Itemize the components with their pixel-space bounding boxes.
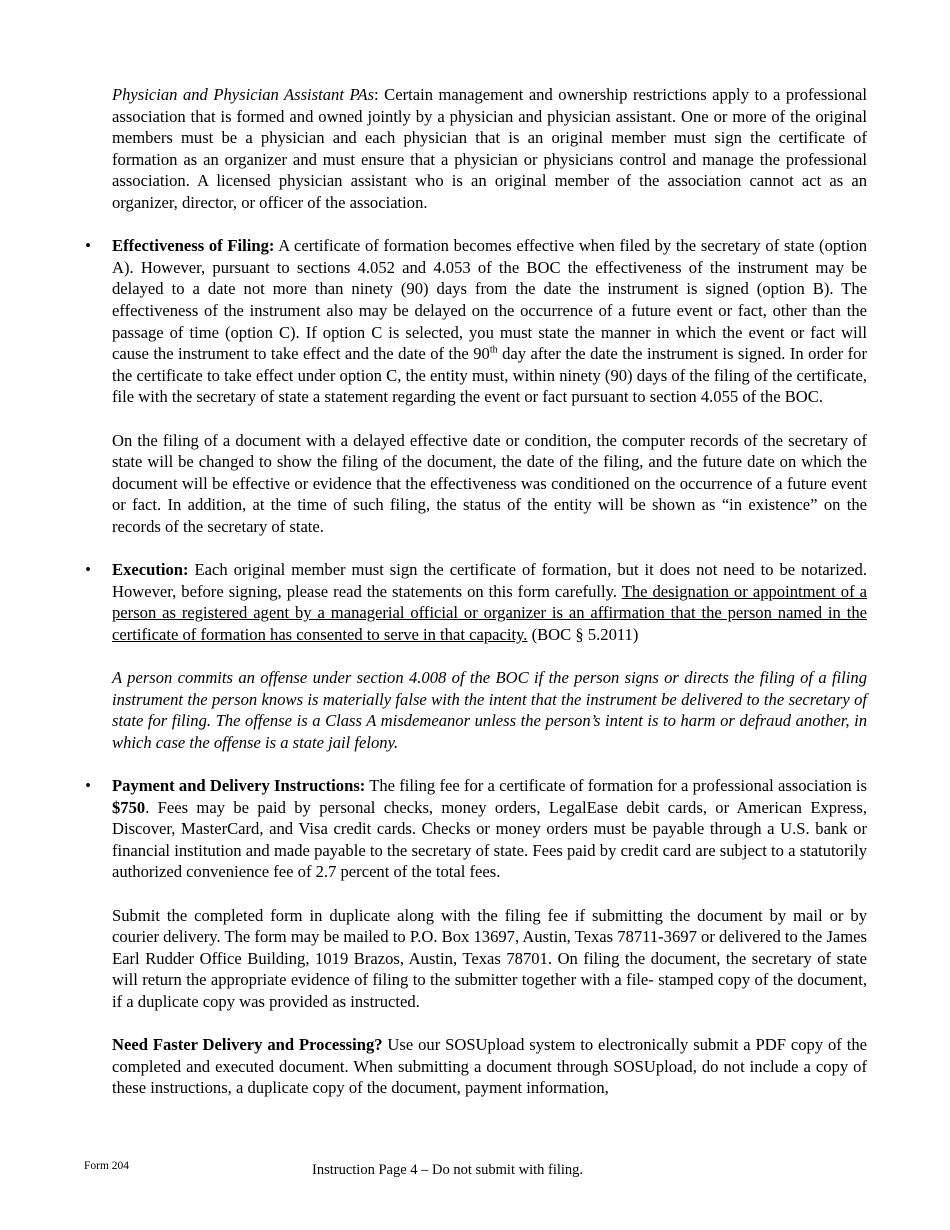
faster-delivery-heading: Need Faster Delivery and Processing?	[112, 1035, 383, 1055]
bullet-payment	[85, 775, 867, 883]
page-footer-label: Instruction Page 4 – Do not submit with filing.	[312, 1162, 584, 1178]
faster-delivery-paragraph	[112, 1034, 867, 1099]
offense-warning: A person commits an offense under section 4.008 of the BOC if the person signs or directs the filing of a filing instrument the person knows is materially false with the intent that the instrument be delivered to the secretary of state for filing. The offense is a Class A misdemeanor unless the person’s intent is to harm or defraud another, in which case the offense is a state jail felony.	[112, 668, 867, 752]
pa-title: Physician and Physician Assistant PAs	[112, 85, 375, 104]
registered-agent-affirmation: The designation or appointment of a person as registered agent by a managerial official or organizer is an affirmation that the person named in the certificate of formation has consented to serve in that capacity.	[112, 581, 867, 644]
execution-body: Each original member must sign the certificate of formation, but it does not need to be notarized. However, before signing, please read the statements on this form carefully.	[112, 560, 867, 601]
filing-fee: $750	[112, 797, 146, 817]
bullet-icon: •	[85, 776, 91, 795]
faster-delivery-body: Use our SOSUpload system to electronically submit a PDF copy of the completed and executed document. When submitting a document through SOSUpload, do not include a copy of these instructions, a duplicate copy of the document, payment information,	[112, 1035, 867, 1098]
effectiveness-paragraph	[112, 235, 867, 408]
bullet-effectiveness	[85, 235, 867, 408]
payment-body-2: . Fees may be paid by personal checks, money orders, LegalEase debit cards, or American Express, Discover, MasterCard, and Visa credit cards. Checks or money orders must be payable through a U.S. bank or financial institution and made payable to the secretary of state. Fees paid by credit card are subject to a statutorily authorized convenience fee of 2.7 percent of the total fees.	[112, 797, 867, 882]
payment-body-1: The filing fee for a certificate of formation for a professional association is	[365, 776, 867, 795]
effectiveness-body-1: A certificate of formation becomes effective when filed by the secretary of state (option A). However, pursuant to sections 4.052 and 4.053 of the BOC the effectiveness of the instrument may be delayed to a date not more than ninety (90) days from the date the instrument is signed (option B). The effectiveness of the instrument also may be delayed on the occurrence of a future event or fact, other than the passage of time (option C). If option C is selected, you must state the manner in which the event or fact will cause the instrument to take effect and the date of the 90	[112, 236, 867, 364]
instructions-body	[85, 84, 867, 1121]
delayed-effective-note: On the filing of a document with a delayed effective date or condition, the computer records of the secretary of state will be changed to show the filing of the document, the date of the filing, and the future date on which the document will be effective or evidence that the effectiveness was conditioned on the occurrence of a future event or fact. In addition, at the time of such filing, the status of the entity will be shown as “in existence” on the records of the secretary of state.	[112, 430, 867, 536]
execution-heading: Execution:	[112, 560, 189, 580]
form-number: Form 204	[84, 1160, 130, 1172]
execution-paragraph	[112, 559, 867, 645]
bullet-execution	[85, 559, 867, 645]
pa-body: : Certain management and ownership restrictions apply to a professional association that is formed and owned jointly by a physician and physician assistant. One or more of the original members must be a physician and each physician that is an original member must sign the certificate of formation as an organizer and must ensure that a physician or physicians control and manage the professional association. A licensed physician assistant who is an original member of the association cannot act as an organizer, director, or officer of the association.	[112, 85, 867, 212]
ordinal-superscript: th	[489, 344, 498, 356]
effectiveness-heading: Effectiveness of Filing:	[112, 236, 275, 256]
boc-citation: (BOC § 5.2011)	[527, 624, 639, 644]
bullet-icon: •	[85, 236, 91, 256]
payment-paragraph	[112, 775, 867, 883]
pa-paragraph	[112, 84, 867, 214]
submit-instructions: Submit the completed form in duplicate along with the filing fee if submitting the document by mail or by courier delivery. The form may be mailed to P.O. Box 13697, Austin, Texas 78711-3697 or delivered to the James Earl Rudder Office Building, 1019 Brazos, Austin, Texas 78701. On filing the document, the secretary of state will return the appropriate evidence of filing to the submitter together with a file- stamped copy of the document, if a duplicate copy was provided as instructed.	[112, 905, 867, 1011]
bullet-icon: •	[85, 560, 91, 580]
effectiveness-body-2: day after the date the instrument is signed. In order for the certificate to take effect under option C, the entity must, within ninety (90) days of the filing of the certificate, file with the secretary of state a statement regarding the event or fact pursuant to section 4.055 of the BOC.	[112, 344, 867, 407]
payment-heading: Payment and Delivery Instructions:	[112, 776, 366, 795]
